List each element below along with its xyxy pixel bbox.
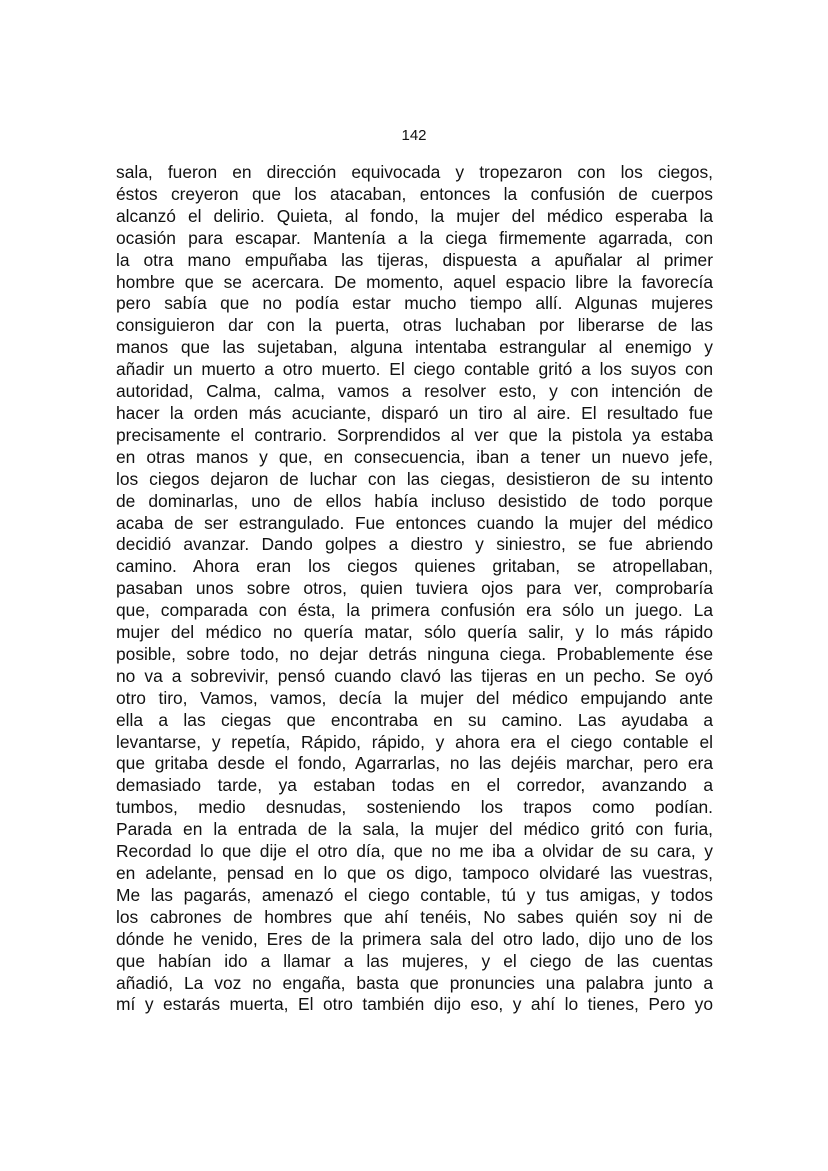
body-paragraph — [116, 162, 713, 1016]
text-line: manos que las sujetaban, alguna intentaba estrangular al enemigo y — [116, 337, 713, 358]
text-line: en otras manos y que, en consecuencia, iban a tener un nuevo jefe, — [116, 446, 713, 467]
text-line: mí y estarás muerta, El otro también dijo eso, y ahí lo tienes, Pero yo — [116, 994, 713, 1015]
text-line: de dominarlas, uno de ellos había incluso desistido de todo porque — [116, 490, 713, 511]
text-line: no va a sobrevivir, pensó cuando clavó las tijeras en un pecho. Se oyó — [116, 665, 713, 686]
text-line: Me las pagarás, amenazó el ciego contable, tú y tus amigas, y todos — [116, 884, 713, 905]
text-line: en adelante, pensad en lo que os digo, tampoco olvidaré las vuestras, — [116, 863, 713, 883]
text-line: los cabrones de hombres que ahí tenéis, No sabes quién soy ni de — [116, 906, 713, 927]
text-line: mujer del médico no quería matar, sólo quería salir, y lo más rápido — [116, 622, 713, 643]
text-line: tumbos, medio desnudas, sosteniendo los trapos como podían. — [116, 797, 713, 818]
text-line: añadir un muerto a otro muerto. El ciego contable gritó a los suyos con — [116, 359, 713, 380]
text-line: consiguieron dar con la puerta, otras luchaban por liberarse de las — [116, 315, 713, 336]
text-line: posible, sobre todo, no dejar detrás ninguna ciega. Probablemente ése — [116, 643, 713, 664]
text-line: añadió, La voz no engaña, basta que pronuncies una palabra junto a — [116, 972, 713, 993]
text-line: que habían ido a llamar a las mujeres, y el ciego de las cuentas — [116, 950, 713, 971]
text-line: hombre que se acercara. De momento, aquel espacio libre la favorecía — [116, 271, 713, 292]
text-line: sala, fueron en dirección equivocada y tropezaron con los ciegos, — [116, 162, 713, 182]
text-line: demasiado tarde, ya estaban todas en el corredor, avanzando a — [116, 775, 713, 796]
text-line: camino. Ahora eran los ciegos quienes gritaban, se atropellaban, — [116, 556, 713, 577]
text-line: dónde he venido, Eres de la primera sala del otro lado, dijo uno de los — [116, 928, 713, 949]
text-line: ella a las ciegas que encontraba en su camino. Las ayudaba a — [116, 709, 713, 730]
text-line: ocasión para escapar. Mantenía a la ciega firmemente agarrada, con — [116, 227, 713, 248]
text-line: los ciegos dejaron de luchar con las ciegas, desistieron de su intento — [116, 468, 713, 489]
text-line: hacer la orden más acuciante, disparó un tiro al aire. El resultado fue — [116, 402, 713, 423]
text-line: precisamente el contrario. Sorprendidos al ver que la pistola ya estaba — [116, 424, 713, 445]
text-line: éstos creyeron que los atacaban, entonces la confusión de cuerpos — [116, 183, 713, 204]
text-line: otro tiro, Vamos, vamos, decía la mujer del médico empujando ante — [116, 687, 713, 708]
text-line: autoridad, Calma, calma, vamos a resolver esto, y con intención de — [116, 381, 713, 402]
text-line: levantarse, y repetía, Rápido, rápido, y ahora era el ciego contable el — [116, 731, 713, 752]
text-line: que, comparada con ésta, la primera confusión era sólo un juego. La — [116, 600, 713, 621]
text-line: que gritaba desde el fondo, Agarrarlas, no las dejéis marchar, pero era — [116, 753, 713, 774]
text-line: alcanzó el delirio. Quieta, al fondo, la mujer del médico esperaba la — [116, 205, 713, 226]
text-line: la otra mano empuñaba las tijeras, dispuesta a apuñalar al primer — [116, 249, 713, 270]
text-line: acaba de ser estrangulado. Fue entonces cuando la mujer del médico — [116, 512, 713, 533]
text-line: pasaban unos sobre otros, quien tuviera ojos para ver, comprobaría — [116, 578, 713, 599]
text-line: decidió avanzar. Dando golpes a diestro y siniestro, se fue abriendo — [116, 534, 713, 555]
text-line: Recordad lo que dije el otro día, que no me iba a olvidar de su cara, y — [116, 841, 713, 862]
text-line: Parada en la entrada de la sala, la mujer del médico gritó con furia, — [116, 819, 713, 840]
page-number: 142 — [401, 127, 427, 144]
text-line: pero sabía que no podía estar mucho tiempo allí. Algunas mujeres — [116, 293, 713, 314]
